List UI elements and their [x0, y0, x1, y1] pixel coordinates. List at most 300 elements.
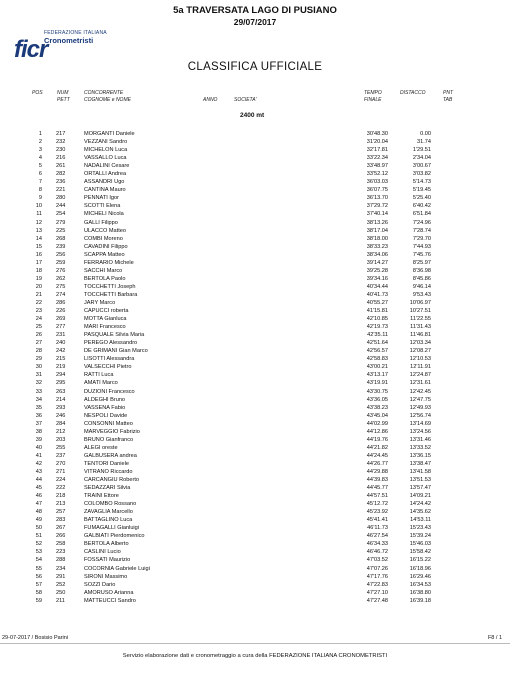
row-bib: 214 — [56, 396, 66, 403]
row-gap: 9'53.43 — [412, 291, 431, 298]
row-athlete: AMORUSO Arianna — [84, 589, 134, 596]
row-bib: 216 — [56, 155, 66, 162]
row-final-time: 45'41.41 — [366, 517, 388, 524]
row-athlete: MARI Francesco — [84, 324, 126, 331]
row-pos: 24 — [35, 316, 42, 323]
col-distacco: DISTACCO — [400, 90, 426, 96]
table-row — [0, 565, 510, 573]
row-bib: 223 — [56, 549, 66, 556]
row-pos: 16 — [35, 251, 42, 258]
table-row — [0, 251, 510, 259]
row-athlete: FUMAGALLI Gianluigi — [84, 525, 140, 532]
row-final-time: 38'18.00 — [366, 235, 388, 242]
row-final-time: 43'38.23 — [366, 404, 388, 411]
row-final-time: 47'27.10 — [366, 589, 388, 596]
table-row — [0, 371, 510, 379]
row-athlete: JARY Marco — [84, 299, 116, 306]
row-athlete: DUZIONI Francesco — [84, 388, 135, 395]
row-gap: 16'34.53 — [409, 581, 431, 588]
row-athlete: SACCHI Marco — [84, 267, 123, 274]
row-pos: 19 — [35, 275, 42, 282]
row-bib: 237 — [56, 452, 66, 459]
row-bib: 276 — [56, 267, 66, 274]
row-gap: 12'42.45 — [409, 388, 431, 395]
table-row — [0, 524, 510, 532]
row-bib: 269 — [56, 316, 66, 323]
row-gap: 8'25.97 — [412, 259, 431, 266]
table-row — [0, 597, 510, 605]
table-row — [0, 484, 510, 492]
row-final-time: 41'15.81 — [366, 308, 388, 315]
row-final-time: 40'41.73 — [366, 291, 388, 298]
row-bib: 267 — [56, 525, 66, 532]
col-tab: TAB — [443, 97, 453, 103]
row-bib: 271 — [56, 468, 66, 475]
row-bib: 284 — [56, 420, 66, 427]
row-athlete: ZAVAGLIA Marcello — [84, 509, 133, 516]
row-final-time: 44'26.77 — [366, 460, 388, 467]
col-societa: SOCIETA' — [234, 97, 257, 103]
row-pos: 6 — [38, 171, 42, 178]
row-final-time: 42'58.83 — [366, 356, 388, 363]
col-tempo: TEMPO — [364, 90, 382, 96]
event-date: 29/07/2017 — [233, 17, 277, 27]
row-pos: 59 — [35, 597, 42, 604]
col-num: NUM — [57, 90, 69, 96]
row-gap: 31.74 — [417, 139, 431, 146]
row-pos: 10 — [35, 203, 42, 210]
row-athlete: CASLINI Lucio — [84, 549, 121, 556]
row-gap: 7'44.93 — [412, 243, 431, 250]
row-final-time: 38'33.23 — [366, 243, 388, 250]
row-gap: 11'46.81 — [410, 332, 431, 339]
row-pos: 42 — [35, 460, 42, 467]
row-gap: 15'23.43 — [409, 525, 431, 532]
row-pos: 53 — [35, 549, 42, 556]
table-row — [0, 186, 510, 194]
row-pos: 18 — [35, 267, 42, 274]
row-final-time: 30'48.30 — [366, 131, 388, 137]
row-gap: 13'41.58 — [409, 468, 431, 475]
row-bib: 252 — [56, 581, 66, 588]
table-row — [0, 178, 510, 186]
row-athlete: ORTALLI Andrea — [84, 171, 127, 178]
row-pos: 8 — [38, 187, 42, 194]
row-final-time: 43'19.91 — [366, 380, 388, 387]
row-pos: 36 — [35, 412, 42, 419]
row-bib: 254 — [56, 211, 66, 218]
table-row — [0, 170, 510, 178]
row-gap: 0.00 — [420, 131, 431, 137]
row-athlete: ALEGI oreste — [84, 444, 118, 451]
row-athlete: ULACCO Matteo — [84, 227, 126, 234]
row-athlete: CAVADINI Filippo — [84, 243, 128, 250]
table-row — [0, 396, 510, 404]
row-final-time: 36'03.03 — [366, 179, 388, 186]
row-pos: 38 — [35, 428, 42, 435]
row-pos: 20 — [35, 283, 42, 290]
row-bib: 256 — [56, 251, 66, 258]
row-gap: 15'39.24 — [409, 533, 431, 540]
row-bib: 295 — [56, 380, 66, 387]
row-gap: 13'33.52 — [409, 444, 431, 451]
row-final-time: 47'03.52 — [366, 557, 388, 564]
row-gap: 12'47.75 — [409, 396, 431, 403]
row-final-time: 47'17.76 — [366, 573, 388, 580]
row-final-time: 42'56.57 — [366, 348, 388, 355]
table-row — [0, 146, 510, 154]
row-gap: 7'28.74 — [412, 227, 431, 234]
row-bib: 203 — [56, 436, 66, 443]
row-bib: 280 — [56, 195, 66, 202]
row-gap: 5'19.45 — [412, 187, 431, 194]
row-gap: 13'31.46 — [409, 436, 431, 443]
row-bib: 257 — [56, 509, 66, 516]
row-bib: 250 — [56, 589, 66, 596]
row-athlete: TENTORI Daniele — [84, 460, 129, 467]
row-athlete: VASSENA Fabio — [84, 404, 126, 411]
table-row — [0, 235, 510, 243]
row-final-time: 43'00.21 — [366, 364, 388, 371]
row-pos: 56 — [35, 573, 42, 580]
row-final-time: 47'27.48 — [366, 597, 388, 604]
table-row — [0, 476, 510, 484]
row-gap: 15'46.03 — [409, 541, 431, 548]
row-gap: 16'38.80 — [409, 589, 431, 596]
row-final-time: 31'20.04 — [366, 139, 388, 146]
row-final-time: 45'23.92 — [366, 509, 388, 516]
table-row — [0, 355, 510, 363]
table-row — [0, 259, 510, 267]
table-row — [0, 452, 510, 460]
row-bib: 275 — [56, 283, 66, 290]
row-bib: 230 — [56, 147, 66, 154]
event-title: 5a TRAVERSATA LAGO DI PUSIANO — [173, 5, 337, 16]
table-row — [0, 548, 510, 556]
row-bib: 266 — [56, 533, 66, 540]
row-athlete: ALDEGHI Bruno — [84, 396, 126, 403]
row-final-time: 39'14.27 — [366, 259, 388, 266]
row-bib: 231 — [56, 332, 66, 339]
row-final-time: 39'34.16 — [366, 275, 388, 282]
row-final-time: 43'45.04 — [366, 412, 388, 419]
row-pos: 9 — [38, 195, 42, 202]
row-gap: 5'14.73 — [412, 179, 431, 186]
row-bib: 277 — [56, 324, 66, 331]
row-pos: 3 — [38, 147, 42, 154]
table-row — [0, 500, 510, 508]
row-gap: 6'51.84 — [412, 211, 431, 218]
row-pos: 11 — [36, 211, 42, 218]
row-pos: 46 — [35, 493, 42, 500]
col-concorrente: CONCORRENTE — [84, 90, 124, 96]
row-final-time: 46'46.72 — [366, 549, 388, 556]
row-gap: 2'34.04 — [412, 155, 431, 162]
row-gap: 3'00.67 — [412, 163, 431, 170]
row-athlete: GALBIATI Pierdomenico — [84, 533, 145, 540]
row-pos: 51 — [35, 533, 42, 540]
table-row — [0, 516, 510, 524]
row-bib: 261 — [56, 163, 66, 170]
row-gap: 12'03.34 — [409, 340, 431, 347]
row-pos: 45 — [35, 485, 42, 492]
table-row — [0, 589, 510, 597]
row-gap: 7'24.96 — [412, 219, 431, 226]
row-gap: 7'29.70 — [412, 235, 431, 242]
row-gap: 13'24.56 — [409, 428, 431, 435]
table-row — [0, 315, 510, 323]
row-gap: 7'45.76 — [412, 251, 431, 258]
row-final-time: 36'07.75 — [366, 187, 388, 194]
row-pos: 44 — [35, 477, 42, 484]
row-athlete: PASQUALE Silvia Maria — [84, 332, 145, 339]
row-athlete: COLOMBO Rossano — [84, 501, 137, 508]
row-final-time: 36'13.70 — [366, 195, 388, 202]
table-row — [0, 219, 510, 227]
row-final-time: 44'12.86 — [366, 428, 388, 435]
row-pos: 28 — [35, 348, 42, 355]
row-gap: 16'29.46 — [409, 573, 431, 580]
row-bib: 226 — [56, 308, 66, 315]
table-row — [0, 283, 510, 291]
row-final-time: 39'25.28 — [366, 267, 388, 274]
row-gap: 16'39.18 — [409, 597, 431, 604]
row-bib: 291 — [56, 573, 66, 580]
row-athlete: MICHELON Luca — [84, 147, 128, 154]
table-row — [0, 444, 510, 452]
row-athlete: RATTI Luca — [84, 372, 114, 379]
row-gap: 15'58.42 — [409, 549, 431, 556]
row-bib: 268 — [56, 235, 66, 242]
row-final-time: 47'07.26 — [366, 565, 388, 572]
table-row — [0, 556, 510, 564]
row-bib: 232 — [56, 139, 66, 146]
row-bib: 283 — [56, 517, 66, 524]
table-row — [0, 460, 510, 468]
row-gap: 14'35.62 — [409, 509, 431, 516]
table-row — [0, 508, 510, 516]
row-pos: 5 — [38, 163, 42, 170]
row-pos: 54 — [35, 557, 42, 564]
row-bib: 286 — [56, 299, 66, 306]
row-athlete: BATTAGLINO Luca — [84, 517, 133, 524]
row-gap: 1'29.51 — [412, 147, 431, 154]
row-pos: 57 — [35, 581, 42, 588]
row-final-time: 40'55.27 — [366, 299, 388, 306]
row-final-time: 37'29.72 — [366, 203, 388, 210]
row-final-time: 46'34.33 — [366, 541, 388, 548]
row-bib: 224 — [56, 477, 66, 484]
row-athlete: NESPOLI Davide — [84, 412, 128, 419]
row-bib: 294 — [56, 372, 66, 379]
row-athlete: COCORNIA Gabriele Luigi — [84, 565, 150, 572]
table-row — [0, 379, 510, 387]
table-row — [0, 532, 510, 540]
row-final-time: 44'24.45 — [366, 452, 388, 459]
row-pos: 29 — [35, 356, 42, 363]
col-anno: ANNO — [203, 97, 218, 103]
row-final-time: 42'35.11 — [367, 332, 388, 339]
row-bib: 215 — [56, 356, 66, 363]
row-final-time: 47'22.83 — [366, 581, 388, 588]
row-gap: 16'18.96 — [409, 565, 431, 572]
row-athlete: MARVEGGIO Fabrizio — [84, 428, 140, 435]
row-athlete: ASSANDRI Ugo — [84, 179, 125, 186]
table-row — [0, 581, 510, 589]
race-distance: 2400 mt — [240, 112, 265, 119]
row-final-time: 37'40.14 — [366, 211, 388, 218]
row-pos: 15 — [35, 243, 42, 250]
row-athlete: TRAINI Ettore — [84, 493, 119, 500]
table-row — [0, 420, 510, 428]
row-pos: 30 — [35, 364, 42, 371]
table-row — [0, 468, 510, 476]
row-final-time: 43'13.17 — [366, 372, 388, 379]
row-pos: 39 — [35, 436, 42, 443]
row-pos: 12 — [35, 219, 42, 226]
row-final-time: 32'17.81 — [366, 147, 388, 154]
row-pos: 55 — [35, 565, 42, 572]
row-final-time: 33'22.34 — [366, 155, 388, 162]
col-pos: POS — [32, 90, 43, 96]
row-pos: 48 — [35, 509, 42, 516]
row-athlete: VITRANO Riccardo — [84, 468, 133, 475]
row-athlete: GALBUSERA andrea — [84, 452, 137, 459]
row-athlete: BERTOLA Paolo — [84, 275, 126, 282]
row-bib: 217 — [56, 131, 66, 137]
row-athlete: BERTOLA Alberto — [84, 541, 129, 548]
row-gap: 11'31.43 — [410, 324, 431, 331]
row-final-time: 42'10.85 — [366, 316, 388, 323]
row-bib: 212 — [56, 428, 66, 435]
table-row — [0, 210, 510, 218]
row-gap: 3'03.82 — [412, 171, 431, 178]
row-pos: 40 — [35, 444, 42, 451]
row-athlete: SEDAZZARI Silvia — [84, 485, 131, 492]
row-bib: 211 — [56, 597, 65, 604]
row-athlete: MICHELI Nicola — [84, 211, 124, 218]
row-final-time: 44'02.99 — [366, 420, 388, 427]
row-final-time: 43'30.75 — [366, 388, 388, 395]
row-athlete: VALSECCHI Pietro — [84, 364, 132, 371]
row-athlete: PEREGO Alessandro — [84, 340, 138, 347]
row-bib: 236 — [56, 179, 66, 186]
row-athlete: COMBI Moreno — [84, 235, 123, 242]
row-bib: 270 — [56, 460, 66, 467]
row-athlete: VEZZANI Sandro — [84, 139, 128, 146]
row-athlete: SCOTTI Elena — [84, 203, 121, 210]
table-row — [0, 573, 510, 581]
row-pos: 52 — [35, 541, 42, 548]
row-bib: 293 — [56, 404, 66, 411]
table-row — [0, 130, 510, 138]
row-gap: 5'25.40 — [412, 195, 431, 202]
col-pett: PETT — [57, 97, 70, 103]
row-bib: 262 — [56, 275, 66, 282]
table-row — [0, 162, 510, 170]
row-pos: 27 — [35, 340, 42, 347]
row-athlete: MORGANTI Daniele — [84, 131, 135, 137]
row-pos: 22 — [35, 299, 42, 306]
row-athlete: SCAPPA Matteo — [84, 251, 125, 258]
row-gap: 13'51.53 — [409, 477, 431, 484]
row-bib: 234 — [56, 565, 66, 572]
row-pos: 13 — [35, 227, 42, 234]
row-athlete: LISOTTI Alessandra — [84, 356, 135, 363]
logo-org-line2: Cronometristi — [44, 36, 94, 45]
row-bib: 263 — [56, 388, 66, 395]
row-final-time: 44'29.88 — [366, 468, 388, 475]
table-row — [0, 227, 510, 235]
table-row — [0, 291, 510, 299]
row-gap: 13'14.69 — [409, 420, 431, 427]
row-final-time: 44'45.77 — [366, 485, 388, 492]
row-bib: 258 — [56, 541, 66, 548]
row-bib: 239 — [56, 243, 66, 250]
col-pnt: PNT — [443, 90, 453, 96]
row-final-time: 38'34.06 — [366, 251, 388, 258]
logo-mark: ficr — [14, 36, 48, 63]
row-athlete: CARCANGIU Roberto — [84, 477, 140, 484]
row-bib: 225 — [56, 227, 66, 234]
row-gap: 14'53.11 — [410, 517, 431, 524]
row-athlete: VASSALLO Luca — [84, 155, 127, 162]
table-row — [0, 492, 510, 500]
row-gap: 6'40.42 — [412, 203, 431, 210]
table-row — [0, 404, 510, 412]
row-athlete: TOCCHETTI Barbara — [84, 291, 138, 298]
row-bib: 244 — [56, 203, 66, 210]
column-header — [0, 90, 510, 108]
table-row — [0, 363, 510, 371]
row-bib: 242 — [56, 348, 66, 355]
row-bib: 218 — [56, 493, 66, 500]
row-bib: 246 — [56, 412, 66, 419]
row-athlete: CANTINA Mauro — [84, 187, 126, 194]
row-bib: 222 — [56, 485, 66, 492]
table-row — [0, 243, 510, 251]
row-gap: 12'24.87 — [409, 372, 431, 379]
row-pos: 43 — [35, 468, 42, 475]
row-final-time: 40'34.44 — [366, 283, 388, 290]
row-gap: 12'49.93 — [409, 404, 431, 411]
table-row — [0, 347, 510, 355]
row-final-time: 42'19.73 — [366, 324, 388, 331]
table-row — [0, 307, 510, 315]
row-bib: 219 — [56, 364, 66, 371]
row-gap: 13'57.47 — [409, 485, 431, 492]
row-pos: 58 — [35, 589, 42, 596]
row-final-time: 38'17.04 — [366, 227, 388, 234]
table-row — [0, 138, 510, 146]
row-pos: 32 — [35, 380, 42, 387]
row-gap: 12'08.27 — [409, 348, 431, 355]
row-pos: 7 — [38, 179, 42, 186]
row-athlete: BRUNO Gianfranco — [84, 436, 134, 443]
row-gap: 12'11.91 — [410, 364, 431, 371]
row-pos: 1 — [38, 131, 42, 137]
row-athlete: DE GRIMANI Gian Marco — [84, 348, 148, 355]
row-pos: 4 — [38, 155, 42, 162]
row-athlete: AMATI Marco — [84, 380, 118, 387]
row-pos: 33 — [35, 388, 42, 395]
row-bib: 221 — [56, 187, 66, 194]
row-gap: 14'24.42 — [409, 501, 431, 508]
footer-date-place: 29-07-2017 / Bosisio Parini — [2, 635, 69, 641]
row-gap: 10'06.97 — [409, 299, 431, 306]
row-final-time: 46'27.54 — [366, 533, 388, 540]
results-title: CLASSIFICA UFFICIALE — [187, 61, 323, 73]
